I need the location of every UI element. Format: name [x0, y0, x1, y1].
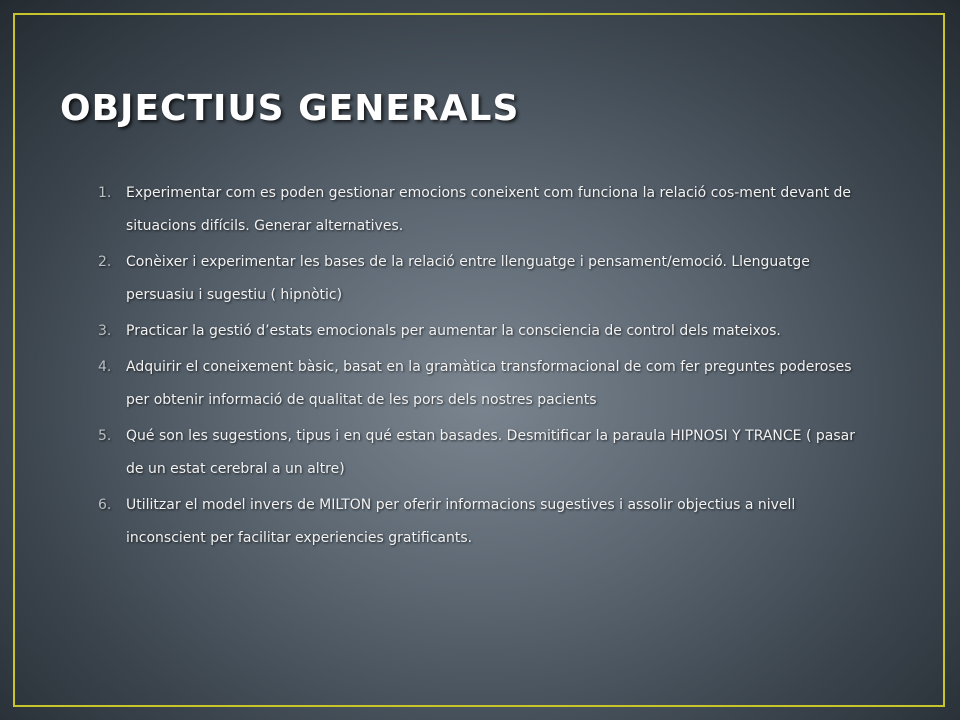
list-item-text: Experimentar com es poden gestionar emocions coneixent com funciona la relació cos-ment devant de situacions difícils. Generar alternatives. — [126, 185, 852, 234]
objectives-list — [96, 177, 876, 558]
list-item — [96, 489, 876, 555]
list-item-text: Practicar la gestió d’estats emocionals per aumentar la consciencia de control dels mateixos. — [126, 323, 781, 339]
list-item-number: 2. — [98, 254, 112, 270]
list-item-number: 5. — [98, 428, 112, 444]
list-item-number: 4. — [98, 359, 112, 375]
list-item-number: 3. — [98, 323, 112, 339]
list-item — [96, 315, 876, 348]
list-item-text: Utilitzar el model invers de MILTON per oferir informacions sugestives i assolir objectius a nivell inconscient per facilitar experiencies gratificants. — [126, 497, 796, 546]
list-item — [96, 420, 876, 486]
list-item-text: Adquirir el coneixement bàsic, basat en la gramàtica transformacional de com fer preguntes poderoses per obtenir informació de qualitat de les pors dels nostres pacients — [126, 359, 852, 408]
list-item — [96, 177, 876, 243]
list-item-number: 6. — [98, 497, 112, 513]
list-item-text: Qué son les sugestions, tipus i en qué estan basades. Desmitificar la paraula HIPNOSI Y TRANCE ( pasar de un estat cerebral a un altre) — [126, 428, 855, 477]
list-item — [96, 351, 876, 417]
list-item — [96, 246, 876, 312]
list-item-number: 1. — [98, 185, 112, 201]
slide-title: OBJECTIUS GENERALS — [60, 88, 520, 129]
list-item-text: Conèixer i experimentar les bases de la relació entre llenguatge i pensament/emoció. Llenguatge persuasiu i sugestiu ( hipnòtic) — [126, 254, 810, 303]
